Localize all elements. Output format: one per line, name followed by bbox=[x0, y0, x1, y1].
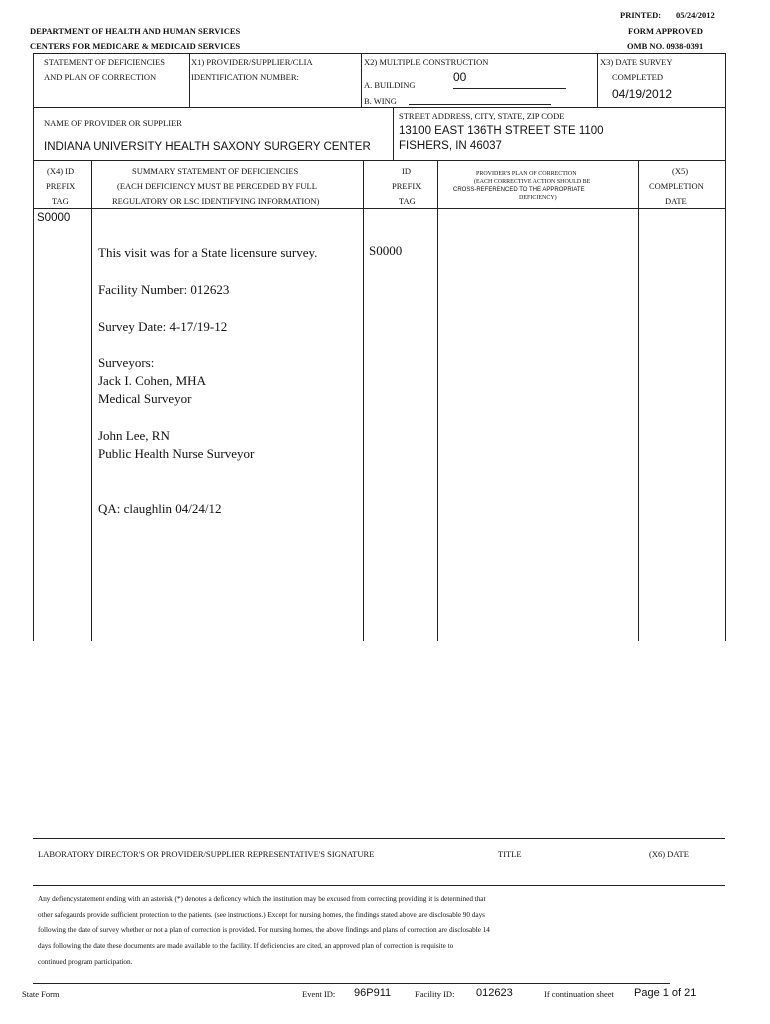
statement-label-2: AND PLAN OF CORRECTION bbox=[44, 72, 157, 82]
department-title: DEPARTMENT OF HEALTH AND HUMAN SERVICES bbox=[30, 26, 241, 36]
rule bbox=[725, 108, 726, 161]
address-line-2: FISHERS, IN 46037 bbox=[399, 140, 502, 152]
date-label: (X6) DATE bbox=[649, 849, 689, 859]
plan-header-1: PROVIDER'S PLAN OF CORRECTION bbox=[476, 171, 577, 177]
rule bbox=[189, 53, 190, 108]
signature-rule-bottom bbox=[33, 885, 725, 886]
omb-number: OMB NO. 0938-0391 bbox=[627, 41, 704, 51]
id-header-1: ID bbox=[402, 166, 411, 176]
rule bbox=[33, 160, 726, 161]
summary-header-2: (EACH DEFICIENCY MUST BE PERCEDED BY FULL bbox=[117, 181, 317, 191]
event-id-value: 96P911 bbox=[354, 987, 392, 999]
centers-title: CENTERS FOR MEDICARE & MEDICAID SERVICES bbox=[30, 41, 241, 51]
wing-label: B. WING bbox=[364, 96, 397, 106]
rule bbox=[725, 53, 726, 108]
continuation-label: If continuation sheet bbox=[544, 989, 614, 999]
printed-label: PRINTED: bbox=[620, 10, 662, 20]
rule bbox=[33, 108, 34, 161]
event-id-label: Event ID: bbox=[302, 989, 336, 999]
rule bbox=[597, 53, 598, 108]
rule bbox=[638, 161, 639, 641]
printed-date: 05/24/2012 bbox=[676, 10, 715, 20]
rule bbox=[393, 108, 394, 161]
signature-label: LABORATORY DIRECTOR'S OR PROVIDER/SUPPLIER REPRESENTATIVE'S SIGNATURE bbox=[38, 849, 375, 859]
address-label: STREET ADDRESS, CITY, STATE, ZIP CODE bbox=[399, 111, 565, 121]
summary-header-1: SUMMARY STATEMENT OF DEFICIENCIES bbox=[132, 166, 299, 176]
rule bbox=[33, 53, 34, 108]
rule bbox=[33, 107, 726, 108]
disclaimer-line: following the date of survey whether or not a plan of correction is provided. For nursing homes, the above findings and plans of correction are disclosable 14 bbox=[38, 926, 490, 934]
building-underline bbox=[453, 88, 566, 89]
summary-line: QA: claughlin 04/24/12 bbox=[98, 501, 222, 516]
summary-line: Public Health Nurse Surveyor bbox=[98, 446, 255, 461]
signature-rule-top bbox=[33, 838, 725, 839]
plan-header-4: DEFICIENCY) bbox=[519, 195, 557, 201]
summary-line: John Lee, RN bbox=[98, 428, 170, 443]
state-form-label: State Form bbox=[22, 989, 60, 999]
x4-header-2: PREFIX bbox=[46, 181, 76, 191]
rule bbox=[33, 161, 34, 641]
plan-header-3: CROSS-REFERENCED TO THE APPROPRIATE bbox=[453, 187, 585, 193]
date-survey-label-1: X3) DATE SURVEY bbox=[600, 57, 673, 67]
summary-line: Survey Date: 4-17/19-12 bbox=[98, 319, 228, 334]
summary-line: Facility Number: 012623 bbox=[98, 282, 230, 297]
facility-id-label: Facility ID: bbox=[415, 989, 455, 999]
rule bbox=[33, 208, 726, 209]
rule-top bbox=[33, 53, 726, 54]
disclaimer-line: days following the date these documents are made available to the facility. If deficiencies are cited, an approved plan of correction is requisite to bbox=[38, 942, 454, 950]
summary-line: Surveyors: bbox=[98, 355, 155, 370]
rule bbox=[437, 161, 438, 641]
summary-line: Jack I. Cohen, MHA bbox=[98, 373, 206, 388]
id-header-3: TAG bbox=[399, 196, 416, 206]
footer-rule bbox=[33, 983, 670, 984]
title-label: TITLE bbox=[498, 849, 522, 859]
summary-line: Medical Surveyor bbox=[98, 391, 192, 406]
wing-underline bbox=[409, 104, 551, 105]
disclaimer-line: Any defiencystatement ending with an asterisk (*) denotes a deficency which the institution may be excused from correcting providing it is determined that bbox=[38, 895, 486, 903]
rule bbox=[363, 161, 364, 641]
provider-name-label: NAME OF PROVIDER OR SUPPLIER bbox=[44, 118, 182, 128]
multiple-construction-label: X2) MULTIPLE CONSTRUCTION bbox=[364, 57, 489, 67]
page-number: Page 1 of 21 bbox=[634, 987, 697, 999]
right-prefix-tag: S0000 bbox=[369, 243, 403, 258]
summary-header-3: REGULATORY OR LSC IDENTIFYING INFORMATION) bbox=[112, 196, 320, 206]
x5-header-1: (X5) bbox=[672, 166, 689, 176]
provider-name: INDIANA UNIVERSITY HEALTH SAXONY SURGERY CENTER bbox=[44, 141, 371, 153]
provider-id-label-2: IDENTIFICATION NUMBER: bbox=[191, 72, 299, 82]
x4-header-1: (X4) ID bbox=[47, 166, 75, 176]
disclaimer-line: other safegaurds provide sufficient protection to the patients. (see instructions.) Except for nursing homes, the findings stated above are disclosable 90 days bbox=[38, 911, 485, 919]
building-value: 00 bbox=[453, 70, 467, 84]
x5-header-3: DATE bbox=[665, 196, 687, 206]
rule bbox=[725, 161, 726, 641]
address-line-1: 13100 EAST 136TH STREET STE 1100 bbox=[399, 125, 604, 137]
provider-id-label-1: X1) PROVIDER/SUPPLIER/CLIA bbox=[191, 57, 313, 67]
summary-line: This visit was for a State licensure survey. bbox=[98, 245, 318, 260]
id-header-2: PREFIX bbox=[392, 181, 422, 191]
date-survey-value: 04/19/2012 bbox=[612, 87, 673, 101]
building-label: A. BUILDING bbox=[364, 80, 416, 90]
rule bbox=[361, 53, 362, 108]
x5-header-2: COMPLETION bbox=[649, 181, 704, 191]
disclaimer-line: continued program participation. bbox=[38, 958, 133, 966]
form-approved: FORM APPROVED bbox=[628, 26, 703, 36]
plan-header-2: (EACH CORRECTIVE ACTION SHOULD BE bbox=[474, 179, 591, 185]
statement-label-1: STATEMENT OF DEFICIENCIES bbox=[44, 57, 166, 67]
facility-id-value: 012623 bbox=[476, 987, 513, 999]
date-survey-label-2: COMPLETED bbox=[612, 72, 663, 82]
left-prefix-tag: S0000 bbox=[37, 212, 71, 224]
x4-header-3: TAG bbox=[52, 196, 69, 206]
rule bbox=[91, 161, 92, 641]
